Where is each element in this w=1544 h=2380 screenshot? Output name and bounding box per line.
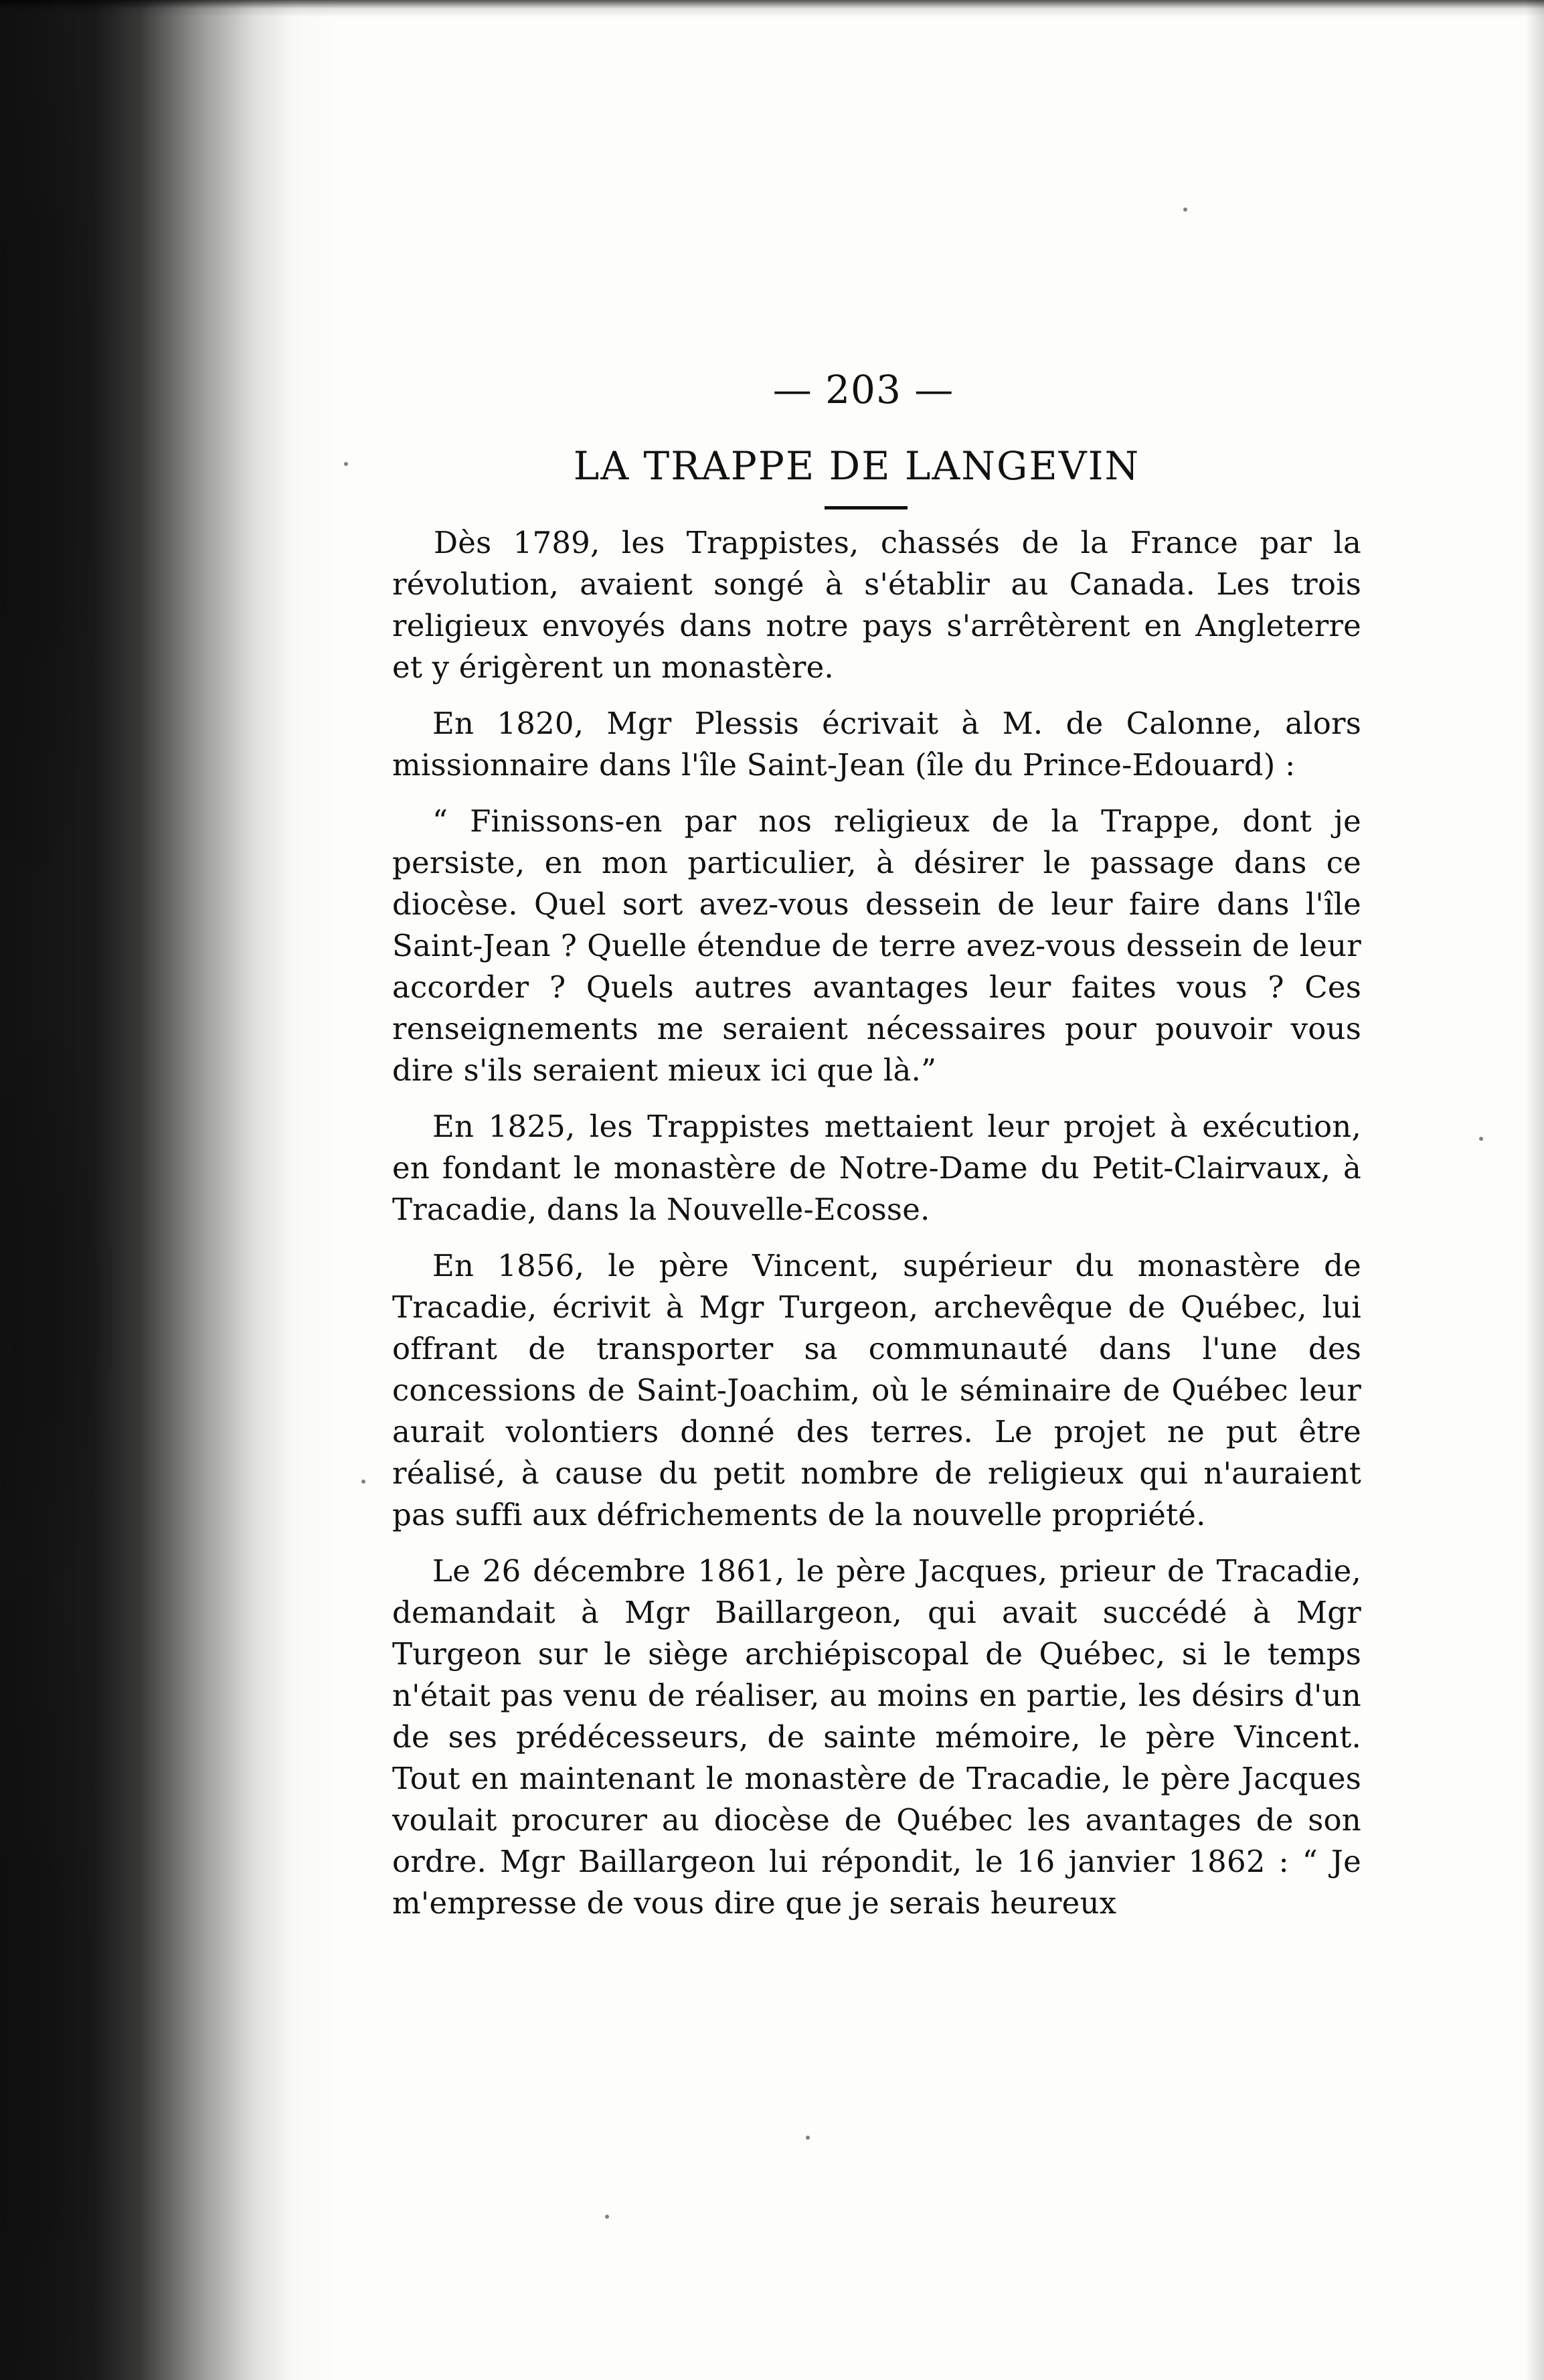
chapter-title: LA TRAPPE DE LANGEVIN xyxy=(573,443,1140,489)
paragraph-6: Le 26 décembre 1861, le père Jacques, prieur de Tracadie, demandait à Mgr Baillargeon, qui avait succédé à Mgr Turgeon sur le siège archiépiscopal de Québec, si le temps n'était pas venu de réaliser, au moins en partie, les désirs d'un de ses prédécesseurs, de sainte mémoire, le père Vincent. Tout en maintenant le monastère de Tracadie, le père Jacques voulait procurer au diocèse de Québec les avantages de son ordre. Mgr Baillargeon lui répondit, le 16 janvier 1862 : “ Je m'empresse de vous dire que je serais heureux xyxy=(392,1553,1361,1921)
scan-speck xyxy=(344,462,348,466)
right-edge-shadow xyxy=(1525,0,1544,2380)
page-number: — 203 — xyxy=(772,367,954,412)
binding-shadow xyxy=(0,0,348,2380)
paragraph-2: En 1820, Mgr Plessis écrivait à M. de Calonne, alors missionnaire dans l'île Saint-Jean (île du Prince-Edouard) : xyxy=(392,706,1361,783)
paragraph-1: Dès 1789, les Trappistes, chassés de la France par la révolution, avaient songé à s'établir au Canada. Les trois religieux envoyés dans notre pays s'arrêtèrent en Angleterre et y érigèrent un monastère. xyxy=(392,525,1361,685)
paragraph-5: En 1856, le père Vincent, supérieur du monastère de Tracadie, écrivit à Mgr Turgeon, archevêque de Québec, lui offrant de transporter sa communauté dans l'une des concessions de Saint-Joachim, où le séminaire de Québec leur aurait volontiers donné des terres. Le projet ne put être réalisé, à cause du petit nombre de religieux qui n'auraient pas suffi aux défrichements de la nouvelle propriété. xyxy=(392,1248,1361,1532)
body-text xyxy=(392,522,1361,2035)
paragraph-3: “ Finissons-en par nos religieux de la Trappe, dont je persiste, en mon particulier, à désirer le passage dans ce diocèse. Quel sort avez-vous dessein de leur faire dans l'île Saint-Jean ? Quelle étendue de terre avez-vous dessein de leur accorder ? Quels autres avantages leur faites vous ? Ces renseignements me seraient nécessaires pour pouvoir vous dire s'ils seraient mieux ici que là.” xyxy=(392,803,1361,1088)
scan-speck xyxy=(1479,1137,1483,1141)
scan-speck xyxy=(806,2136,810,2140)
scan-speck xyxy=(605,2215,609,2219)
title-divider xyxy=(825,506,908,509)
paragraph-4: En 1825, les Trappistes mettaient leur projet à exécution, en fondant le monastère de Notre-Dame du Petit-Clairvaux, à Tracadie, dans la Nouvelle-Ecosse. xyxy=(392,1109,1361,1227)
top-edge-shadow xyxy=(0,0,1544,17)
scan-speck xyxy=(361,1480,365,1484)
scan-speck xyxy=(1183,208,1187,212)
